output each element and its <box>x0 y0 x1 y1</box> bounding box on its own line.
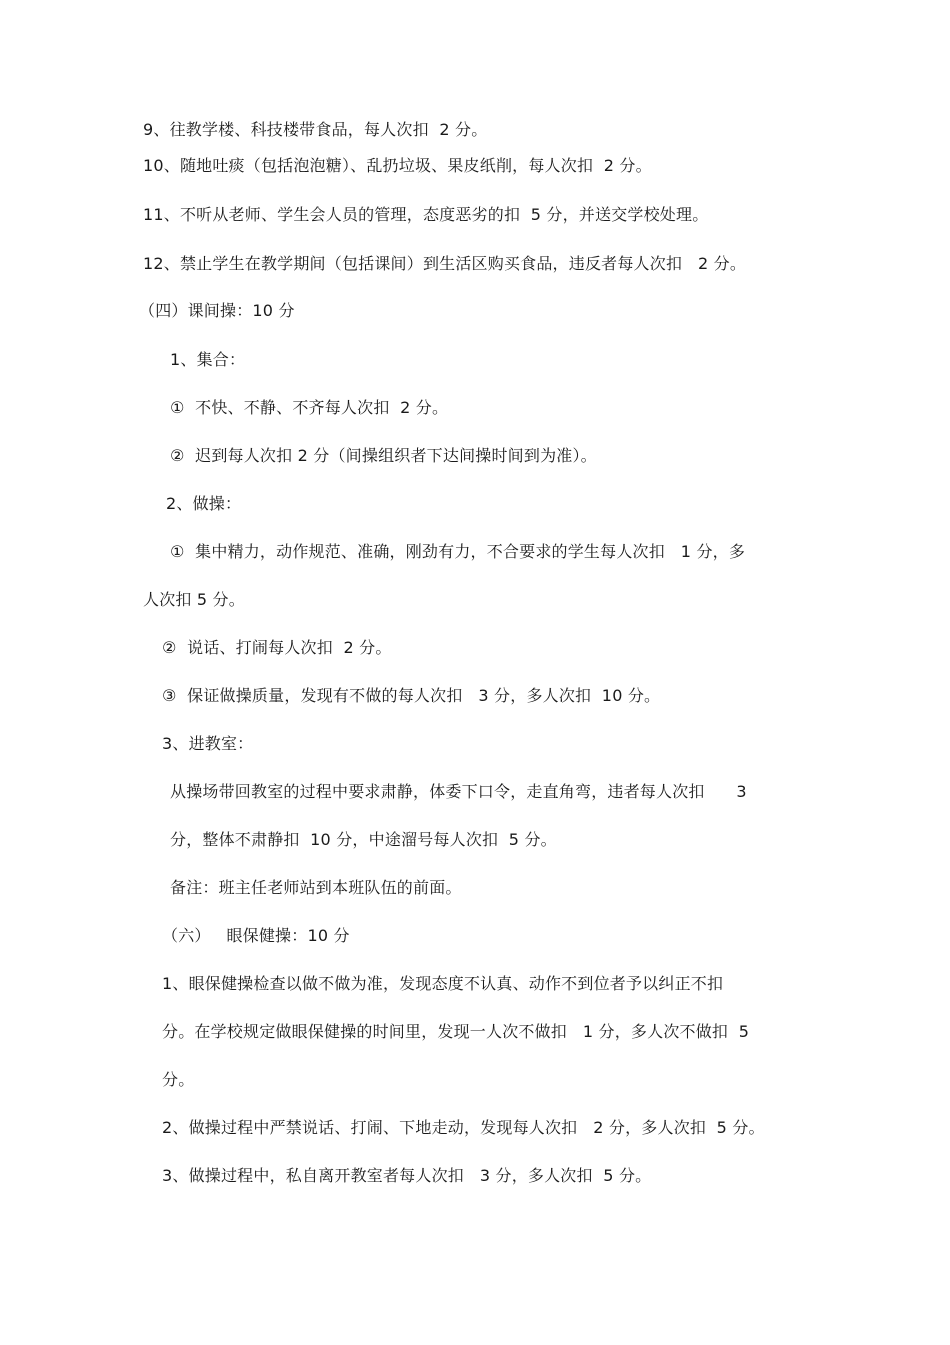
rule-11-obey: 11、不听从老师、学生会人员的管理，态度恶劣的扣 5 分，并送交学校处理。 <box>143 205 709 224</box>
subsection-exercise: 2、做操： <box>166 494 242 513</box>
subsection-enter-classroom: 3、进教室： <box>162 734 254 753</box>
section-heading-eye-exercise: （六） 眼保健操：10 分 <box>162 926 350 945</box>
rule-10-litter: 10、随地吐痰（包括泡泡糖）、乱扔垃圾、果皮纸削，每人次扣 2 分。 <box>143 156 652 175</box>
exercise-item-1: ① 集中精力，动作规范、准确，刚劲有力，不合要求的学生每人次扣 1 分，多 <box>170 542 746 561</box>
eye-rule-3: 3、做操过程中，私自离开教室者每人次扣 3 分，多人次扣 5 分。 <box>162 1166 652 1185</box>
exercise-item-3: ③ 保证做操质量，发现有不做的每人次扣 3 分，多人次扣 10 分。 <box>162 686 661 705</box>
rule-9-food: 9、往教学楼、科技楼带食品，每人次扣 2 分。 <box>143 120 488 139</box>
rule-12-purchase: 12、禁止学生在教学期间（包括课间）到生活区购买食品，违反者每人次扣 2 分。 <box>143 254 747 273</box>
enter-classroom-text-cont: 分，整体不肃静扣 10 分，中途溜号每人次扣 5 分。 <box>170 830 557 849</box>
eye-rule-1-cont: 分。在学校规定做眼保健操的时间里，发现一人次不做扣 1 分，多人次不做扣 5 <box>162 1022 750 1041</box>
assembly-item-1: ① 不快、不静、不齐每人次扣 2 分。 <box>170 398 449 417</box>
exercise-item-1-cont: 人次扣 5 分。 <box>143 590 245 609</box>
assembly-item-2: ② 迟到每人次扣 2 分（间操组织者下达间操时间到为准）。 <box>170 446 597 465</box>
eye-rule-2: 2、做操过程中严禁说话、打闹、下地走动，发现每人次扣 2 分，多人次扣 5 分。 <box>162 1118 765 1137</box>
subsection-assembly: 1、集合： <box>170 350 246 369</box>
section-heading-exercise: （四）课间操：10 分 <box>139 301 295 320</box>
eye-rule-1: 1、眼保健操检查以做不做为准，发现态度不认真、动作不到位者予以纠正不扣 <box>162 974 724 993</box>
exercise-item-2: ② 说话、打闹每人次扣 2 分。 <box>162 638 392 657</box>
eye-rule-1-end: 分。 <box>162 1070 195 1089</box>
note-text: 备注：班主任老师站到本班队伍的前面。 <box>170 878 462 897</box>
enter-classroom-text: 从操场带回教室的过程中要求肃静，体委下口令，走直角弯，违者每人次扣 3 <box>170 782 747 801</box>
